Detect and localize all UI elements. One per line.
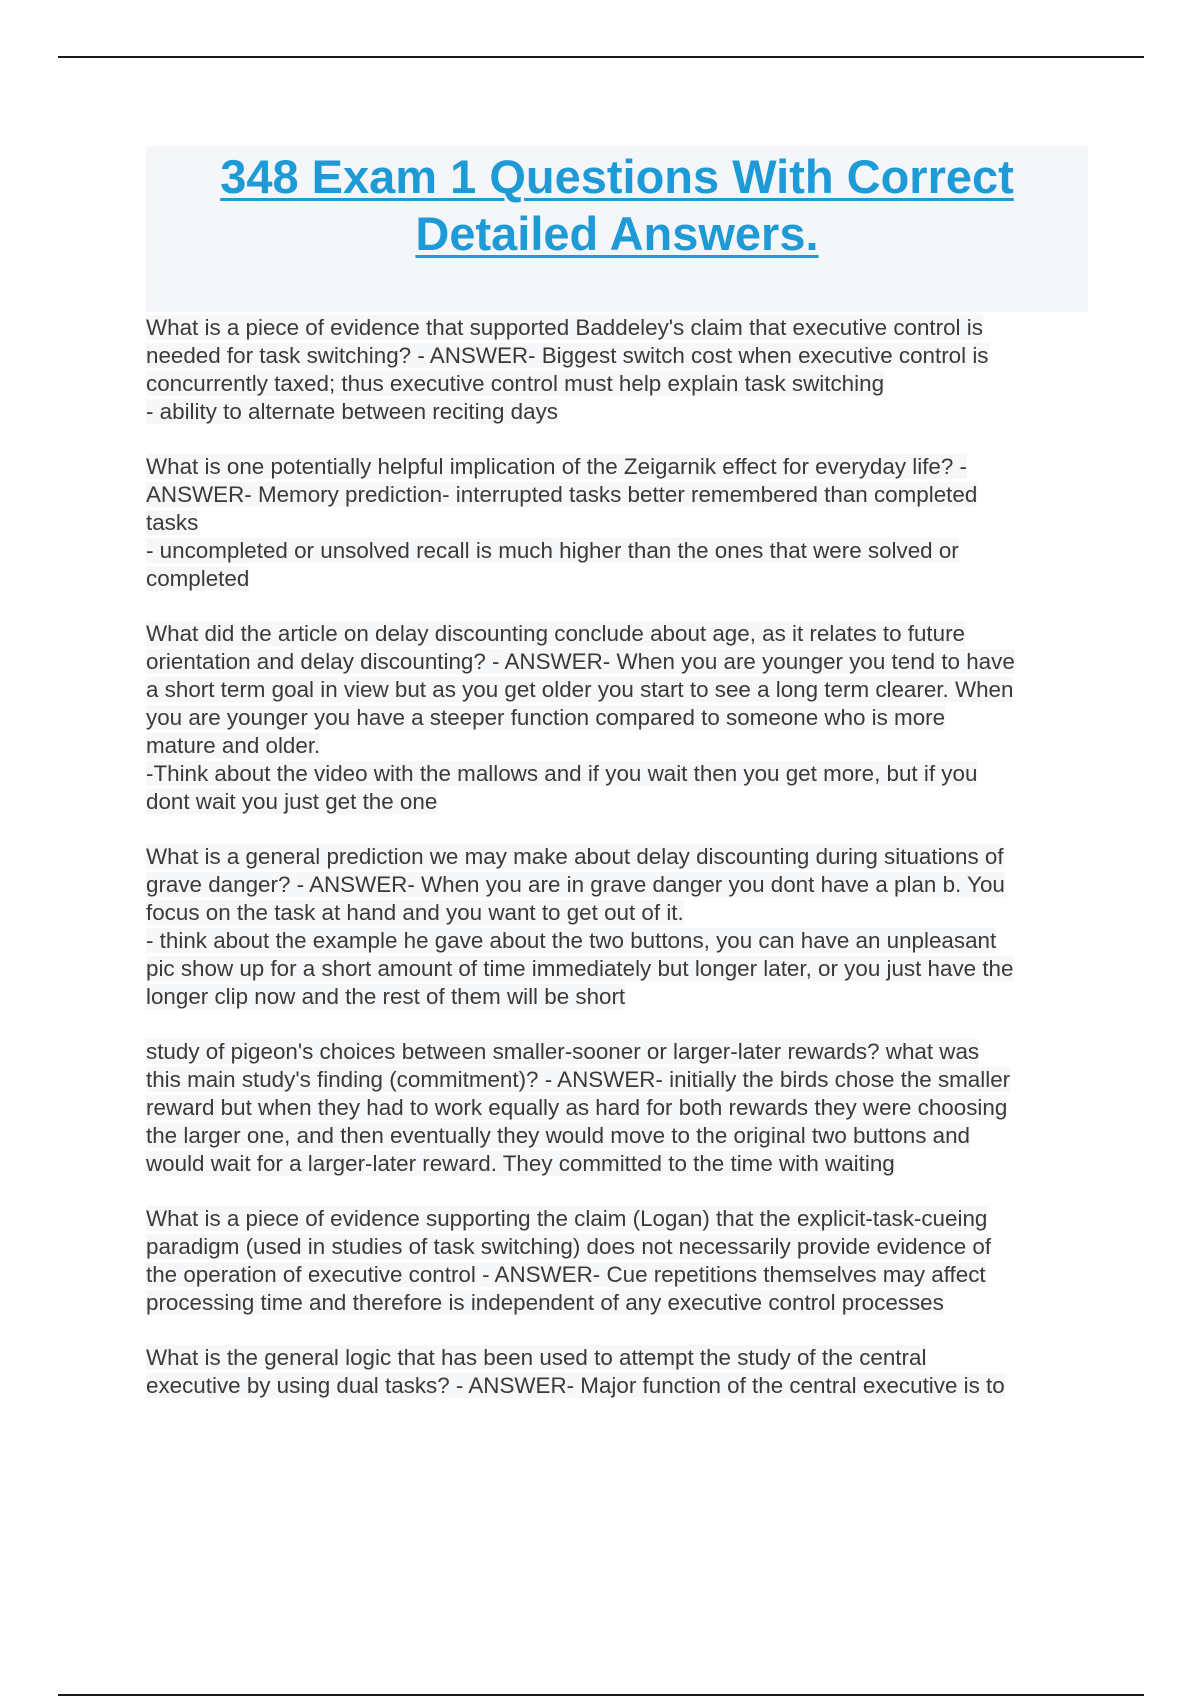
qa-text: the operation of executive control - ANSWER- Cue repetitions themselves may affect (146, 1262, 986, 1287)
qa-text: What is the general logic that has been used to attempt the study of the central (146, 1345, 927, 1370)
qa-text-line (146, 955, 1096, 983)
qa-item (146, 1344, 1096, 1400)
qa-text-line (146, 760, 1096, 788)
qa-text: tasks (146, 510, 199, 535)
title-line-2: Detailed Answers. (415, 207, 819, 260)
qa-text: paradigm (used in studies of task switching) does not necessarily provide evidence of (146, 1234, 992, 1259)
qa-text: concurrently taxed; thus executive control must help explain task switching (146, 371, 885, 396)
qa-text-line (146, 1094, 1096, 1122)
qa-text-line (146, 704, 1096, 732)
qa-text-line (146, 1372, 1096, 1400)
document-title-link[interactable] (177, 146, 1057, 262)
qa-text-line (146, 370, 1096, 398)
qa-item (146, 1205, 1096, 1317)
qa-text-line (146, 342, 1096, 370)
qa-text-line (146, 732, 1096, 760)
qa-text: this main study's finding (commitment)? - ANSWER- initially the birds chose the smaller (146, 1067, 1011, 1092)
qa-text: ANSWER- Memory prediction- interrupted tasks better remembered than completed (146, 482, 978, 507)
qa-text-line (146, 1289, 1096, 1317)
qa-text: What is a general prediction we may make about delay discounting during situations of (146, 844, 1004, 869)
qa-text: What is a piece of evidence supporting the claim (Logan) that the explicit-task-cueing (146, 1206, 988, 1231)
qa-text-line (146, 843, 1096, 871)
qa-text: you are younger you have a steeper function compared to someone who is more (146, 705, 946, 730)
qa-text: study of pigeon's choices between smaller-sooner or larger-later rewards? what was (146, 1039, 980, 1064)
qa-text: pic show up for a short amount of time immediately but longer later, or you just have the (146, 956, 1014, 981)
qa-text-line (146, 1205, 1096, 1233)
qa-text: What is a piece of evidence that supported Baddeley's claim that executive control is (146, 315, 983, 340)
qa-text: - think about the example he gave about the two buttons, you can have an unpleasant (146, 928, 997, 953)
qa-text: a short term goal in view but as you get older you start to see a long term clearer. When (146, 677, 1014, 702)
bottom-rule (58, 1694, 1144, 1696)
qa-text-line (146, 1261, 1096, 1289)
qa-text-line (146, 620, 1096, 648)
qa-item (146, 453, 1096, 593)
qa-text-line (146, 1038, 1096, 1066)
qa-text: orientation and delay discounting? - ANSWER- When you are younger you tend to have (146, 649, 1015, 674)
qa-text-line (146, 927, 1096, 955)
qa-text: executive by using dual tasks? - ANSWER- Major function of the central executive is to (146, 1373, 1005, 1398)
qa-text-line (146, 1344, 1096, 1372)
qa-text: - uncompleted or unsolved recall is much higher than the ones that were solved or (146, 538, 959, 563)
qa-text-line (146, 398, 1096, 426)
qa-text-line (146, 1233, 1096, 1261)
qa-text: What is one potentially helpful implication of the Zeigarnik effect for everyday life? - (146, 454, 967, 479)
qa-text-line (146, 481, 1096, 509)
title-block (146, 146, 1088, 312)
qa-text-line (146, 1066, 1096, 1094)
qa-text-line (146, 899, 1096, 927)
qa-text: completed (146, 566, 250, 591)
qa-item (146, 1038, 1096, 1178)
qa-text-line (146, 871, 1096, 899)
qa-text: longer clip now and the rest of them will be short (146, 984, 626, 1009)
qa-text: would wait for a larger-later reward. They committed to the time with waiting (146, 1151, 895, 1176)
top-rule (58, 56, 1144, 58)
qa-text-line (146, 1150, 1096, 1178)
qa-text: - ability to alternate between reciting days (146, 399, 558, 424)
qa-content (146, 314, 1096, 1427)
qa-text: the larger one, and then eventually they would move to the original two buttons and (146, 1123, 971, 1148)
qa-text-line (146, 453, 1096, 481)
qa-text-line (146, 565, 1096, 593)
qa-text-line (146, 983, 1096, 1011)
title-line-1: 348 Exam 1 Questions With Correct (220, 150, 1014, 203)
qa-text-line (146, 509, 1096, 537)
qa-text-line (146, 1122, 1096, 1150)
qa-text: dont wait you just get the one (146, 789, 438, 814)
qa-text-line (146, 676, 1096, 704)
qa-item (146, 620, 1096, 816)
qa-text: mature and older. (146, 733, 321, 758)
qa-text-line (146, 648, 1096, 676)
qa-text: reward but when they had to work equally as hard for both rewards they were choosing (146, 1095, 1008, 1120)
qa-text-line (146, 537, 1096, 565)
qa-text: processing time and therefore is independent of any executive control processes (146, 1290, 944, 1315)
qa-text: needed for task switching? - ANSWER- Biggest switch cost when executive control is (146, 343, 989, 368)
qa-text-line (146, 314, 1096, 342)
qa-text-line (146, 788, 1096, 816)
qa-text: What did the article on delay discounting conclude about age, as it relates to future (146, 621, 966, 646)
qa-text: grave danger? - ANSWER- When you are in grave danger you dont have a plan b. You (146, 872, 1005, 897)
qa-text: focus on the task at hand and you want to get out of it. (146, 900, 684, 925)
qa-text: -Think about the video with the mallows and if you wait then you get more, but if you (146, 761, 978, 786)
qa-item (146, 314, 1096, 426)
qa-item (146, 843, 1096, 1011)
